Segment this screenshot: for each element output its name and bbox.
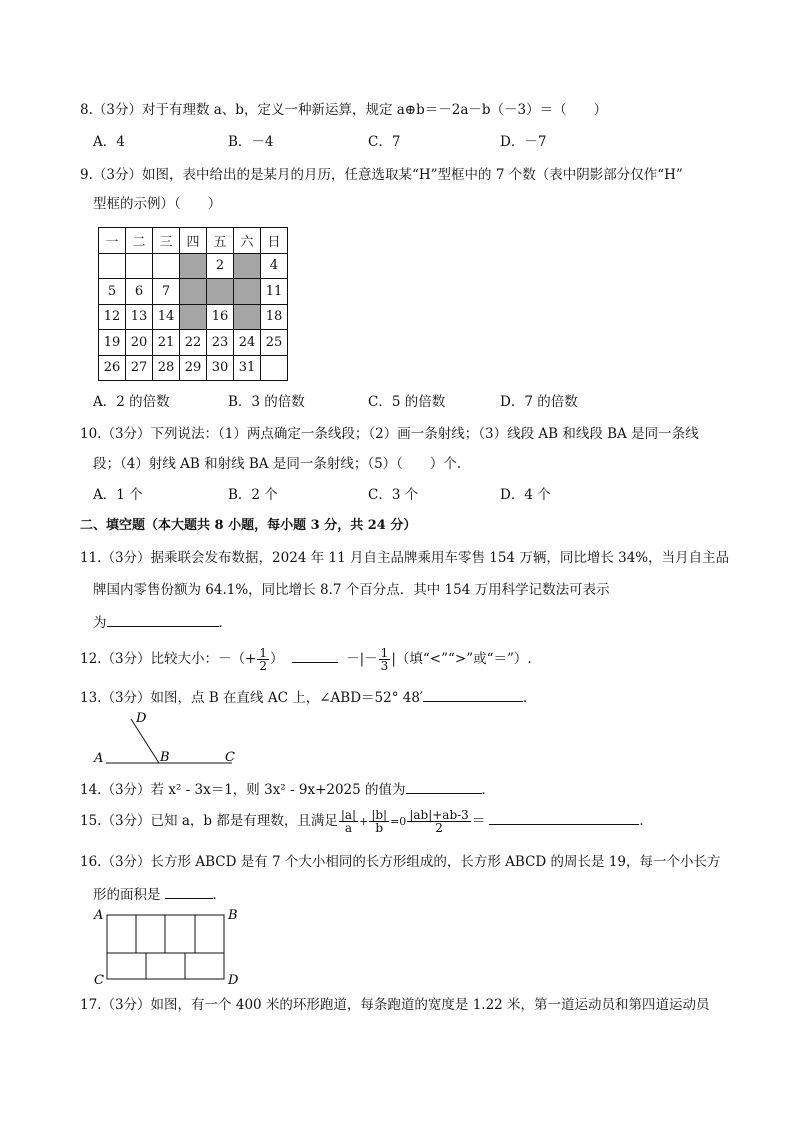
q14-line	[80, 779, 495, 799]
calendar-cell: 2	[207, 253, 234, 279]
q15-prefix: 15.（3分）已知 a，b 都是有理数，且满足	[80, 813, 338, 829]
calendar-cell: 16	[207, 304, 234, 330]
q12-fraction-2	[379, 647, 391, 672]
q8-option-c: C．7	[368, 134, 401, 150]
q15-fraction-2-den: b	[375, 821, 384, 835]
calendar-cell-shaded	[234, 279, 261, 305]
point-label-d: D	[136, 711, 147, 726]
q15-eq0: =0	[390, 815, 407, 828]
corner-label-b: B	[228, 908, 238, 923]
q13-line	[80, 687, 537, 707]
q9-option-d: D．7 的倍数	[500, 394, 578, 410]
calendar-header-cell: 三	[153, 228, 180, 254]
q10-option-a: A．1 个	[93, 487, 143, 503]
calendar-header-cell: 一	[99, 228, 126, 254]
calendar-cell: 6	[126, 279, 153, 305]
calendar-cell: 26	[99, 355, 126, 381]
calendar-row	[99, 253, 288, 279]
q10-stem-line1: 10.（3分）下列说法：（1）两点确定一条线段；（2）画一条射线；（3）线段 AB 和线段 BA 是同一条线	[80, 426, 699, 442]
q12-fraction-1	[257, 647, 269, 672]
q16-figure	[92, 906, 242, 988]
calendar-header-cell: 日	[261, 228, 288, 254]
calendar-cell: 29	[180, 355, 207, 381]
q15-fraction-2	[369, 809, 389, 834]
calendar-cell: 4	[261, 253, 288, 279]
q12-fraction-2-den: 3	[380, 659, 389, 673]
q12-fraction-1-den: 2	[259, 659, 268, 673]
calendar-cell-shaded	[180, 304, 207, 330]
q15-fraction-3	[407, 809, 471, 834]
q11-answer-blank[interactable]	[107, 612, 219, 627]
calendar-cell	[261, 355, 288, 381]
calendar-cell	[99, 253, 126, 279]
calendar-cell: 11	[261, 279, 288, 305]
corner-label-c: C	[94, 973, 104, 988]
q8-option-b: B．－4	[228, 134, 274, 150]
q9-stem-line1: 9.（3分）如图，表中给出的是某月的月历，任意选取某“H”型框中的 7 个数（表中阴影部分仅作“H”	[80, 167, 683, 183]
q13-period: ．	[523, 690, 537, 706]
point-label-a: A	[94, 751, 104, 766]
calendar-cell: 14	[153, 304, 180, 330]
q11-line1: 11.（3分）据乘联会发布数据，2024 年 11 月自主品牌乘用车零售 154 万辆，同比增长 34%，当月自主品	[80, 550, 730, 566]
calendar-header-row	[99, 228, 288, 254]
point-label-c: C	[225, 750, 235, 765]
q17-line1: 17.（3分）如图，有一个 400 米的环形跑道，每条跑道的宽度是 1.22 米，第一道运动员和第四道运动员	[80, 997, 710, 1013]
q12-answer-blank[interactable]	[292, 648, 338, 663]
q16-line2	[93, 884, 226, 904]
q15-fraction-3-den: 2	[435, 821, 443, 835]
q15-plus: +	[359, 815, 369, 828]
q10-option-c: C．3 个	[368, 487, 419, 503]
calendar-header-cell: 五	[207, 228, 234, 254]
q12-close-paren: ）	[270, 651, 284, 667]
q10-stem-line2: 段；（4）射线 AB 和射线 BA 是同一条射线；（5）（ ）个.	[93, 456, 462, 472]
corner-label-d: D	[228, 973, 239, 988]
q15-line	[80, 804, 653, 838]
q11-line2: 牌国内零售份额为 64.1%，同比增长 8.7 个百分点．其中 154 万用科学记数法可表示	[93, 582, 610, 598]
q10-option-d: D．4 个	[500, 487, 551, 503]
calendar-cell-shaded	[180, 253, 207, 279]
calendar-cell: 7	[153, 279, 180, 305]
calendar-cell: 28	[153, 355, 180, 381]
q12-fraction-2-num: 1	[380, 646, 389, 660]
calendar-cell: 13	[126, 304, 153, 330]
q9-option-c: C．5 的倍数	[368, 394, 446, 410]
calendar-cell: 23	[207, 330, 234, 356]
calendar-cell: 5	[99, 279, 126, 305]
q13-figure	[92, 710, 242, 768]
q15-fraction-3-num: |ab|+ab-3	[409, 808, 469, 822]
calendar-header-cell: 四	[180, 228, 207, 254]
q12-line	[80, 644, 532, 674]
section-heading: 二、填空题（本大题共 8 小题，每小题 3 分，共 24 分）	[80, 518, 417, 533]
q16-line2-text: 形的面积是	[93, 887, 161, 903]
calendar-cell: 24	[234, 330, 261, 356]
q12-suffix: |（填“<”“>”或“＝”）.	[391, 651, 532, 667]
q15-fraction-2-num: |b|	[371, 808, 388, 822]
point-label-b: B	[160, 750, 170, 765]
calendar-cell: 25	[261, 330, 288, 356]
calendar-row	[99, 355, 288, 381]
calendar-cell: 21	[153, 330, 180, 356]
calendar-header-cell: 六	[234, 228, 261, 254]
calendar-cell: 31	[234, 355, 261, 381]
calendar-cell: 20	[126, 330, 153, 356]
q16-line1: 16.（3分）长方形 ABCD 是有 7 个大小相同的长方形组成的，长方形 ABCD 的周长是 19，每一个小长方	[80, 854, 721, 870]
calendar-cell: 27	[126, 355, 153, 381]
calendar-row	[99, 304, 288, 330]
q15-fraction-1-num: |a|	[340, 808, 357, 822]
calendar-cell: 30	[207, 355, 234, 381]
q16-period: ．	[212, 887, 226, 903]
calendar-cell	[153, 253, 180, 279]
calendar-cell-shaded	[180, 279, 207, 305]
q13-answer-blank[interactable]	[423, 687, 523, 702]
q9-option-b: B．3 的倍数	[228, 394, 305, 410]
calendar-cell-shaded	[234, 253, 261, 279]
q11-period: ．	[218, 615, 232, 631]
q8-option-d: D．－7	[500, 134, 547, 150]
calendar-cell-shaded	[207, 279, 234, 305]
calendar-cell	[126, 253, 153, 279]
q15-fraction-1-den: a	[344, 821, 353, 835]
calendar-row	[99, 330, 288, 356]
q11-line3	[93, 612, 232, 632]
q8-option-a: A．4	[93, 134, 125, 150]
q14-text: 14.（3分）若 x² - 3x＝1，则 3x² - 9x+2025 的值为	[80, 782, 406, 798]
q10-option-b: B．2 个	[228, 487, 278, 503]
calendar-cell: 19	[99, 330, 126, 356]
calendar-cell: 22	[180, 330, 207, 356]
q12-prefix: 12.（3分）比较大小：－（+	[80, 651, 257, 667]
q8-stem: 8.（3分）对于有理数 a、b，定义一种新运算，规定 a⊕b＝－2a－b（－3）＝（ ）	[80, 102, 608, 118]
calendar-row	[99, 279, 288, 305]
calendar-header-cell: 二	[126, 228, 153, 254]
q13-text: 13.（3分）如图，点 B 在直线 AC 上，∠ABD＝52° 48′	[80, 690, 423, 706]
q15-eq: ＝	[471, 813, 486, 829]
calendar-table	[98, 227, 288, 381]
q12-fraction-1-num: 1	[259, 646, 268, 660]
q15-fraction-1	[339, 809, 358, 834]
q12-mid: －|－	[346, 651, 378, 667]
corner-label-a: A	[94, 908, 104, 923]
q9-stem-line2: 型框的示例）（ ）	[93, 196, 222, 212]
q16-answer-blank[interactable]	[165, 884, 213, 899]
calendar-cell-shaded	[234, 304, 261, 330]
q14-answer-blank[interactable]	[406, 779, 482, 794]
q14-period: ．	[481, 782, 496, 798]
q13-line-diagram	[92, 710, 242, 768]
q9-option-a: A．2 的倍数	[93, 394, 170, 410]
q16-rectangle-diagram	[92, 906, 242, 988]
q15-period: ．	[639, 813, 653, 829]
q15-answer-blank[interactable]	[489, 810, 639, 825]
calendar-cell: 12	[99, 304, 126, 330]
q11-line3-text: 为	[93, 615, 107, 631]
calendar-cell: 18	[261, 304, 288, 330]
